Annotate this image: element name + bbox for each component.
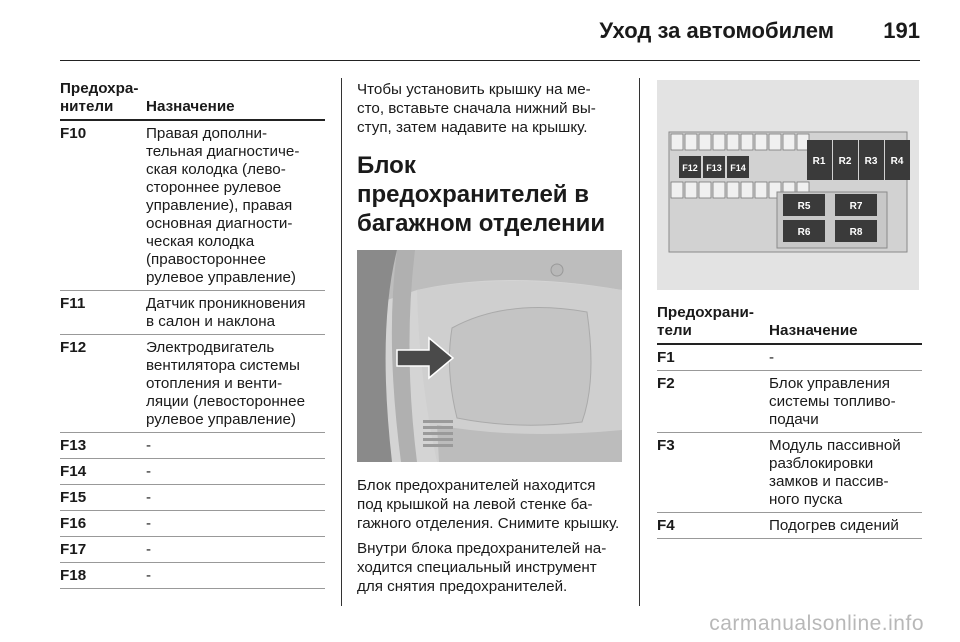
fuse-purpose: - xyxy=(146,537,325,563)
fuse-id: F17 xyxy=(60,537,146,563)
page-header xyxy=(60,14,920,54)
fuse-id: F4 xyxy=(657,513,769,539)
page-number: 191 xyxy=(883,18,920,43)
section-title: Уход за автомобилем xyxy=(599,18,834,43)
fuse-id: F11 xyxy=(60,291,146,335)
fuse-id: F1 xyxy=(657,344,769,371)
table-row xyxy=(60,335,325,433)
fuse-purpose: - xyxy=(146,485,325,511)
fuse-id: F18 xyxy=(60,563,146,589)
trunk-photo xyxy=(357,250,622,462)
fuse-id: F16 xyxy=(60,511,146,537)
relay-label-r2: R2 xyxy=(838,156,852,167)
fuse-label-f12: F12 xyxy=(682,163,698,173)
fuse-purpose: Подогрев сидений xyxy=(769,513,922,539)
table-header-row xyxy=(60,80,325,120)
col-header-purpose: Назначение xyxy=(146,80,325,120)
fuse-purpose: - xyxy=(146,459,325,485)
relay-label-r4: R4 xyxy=(890,156,904,167)
table-row xyxy=(657,433,922,513)
fuse-id: F13 xyxy=(60,433,146,459)
section-heading: Блок предохранителей в багажном отделении xyxy=(357,152,606,237)
fuse-purpose: - xyxy=(146,563,325,589)
relay-label-r1: R1 xyxy=(812,156,826,167)
fuse-label-f14: F14 xyxy=(730,163,746,173)
fuse-table-right xyxy=(657,304,922,539)
table-row xyxy=(60,433,325,459)
table-row xyxy=(657,513,922,539)
fuse-label-f13: F13 xyxy=(706,163,722,173)
table-row xyxy=(60,511,325,537)
column-divider-1 xyxy=(341,78,342,606)
fuse-purpose: Блок управления системы топливо- подачи xyxy=(769,371,922,433)
fuse-purpose: Датчик проникновения в салон и наклона xyxy=(146,291,325,335)
col-header-purpose: Назначение xyxy=(769,304,922,344)
left-column xyxy=(60,80,325,589)
fuse-id: F2 xyxy=(657,371,769,433)
site-watermark: carmanualsonline.info xyxy=(709,612,924,635)
table-row xyxy=(60,563,325,589)
relay-label-r8: R8 xyxy=(849,227,863,238)
fuse-id: F15 xyxy=(60,485,146,511)
install-cover-text: Чтобы установить крышку на ме- сто, вставьте сначала нижний вы- ступ, затем надавите на крышку. xyxy=(357,81,596,136)
fuse-purpose: - xyxy=(146,511,325,537)
column-divider-2 xyxy=(639,78,640,606)
fuse-id: F14 xyxy=(60,459,146,485)
table-row xyxy=(60,291,325,335)
fuse-purpose: - xyxy=(769,344,922,371)
fuse-box-diagram xyxy=(657,80,919,290)
trunk-photo-image xyxy=(357,250,622,462)
fuse-id: F10 xyxy=(60,120,146,291)
fuse-purpose: Правая дополни- тельная диагностиче- ская колодка (лево- стороннее рулевое управление), правая основная диагности- ческая колодка (правостороннее рулевое управление) xyxy=(146,120,325,291)
table-row xyxy=(657,371,922,433)
fuse-box-location-text: Блок предохранителей находится под крышкой на левой стенке ба- гажного отделения. Снимите крышку. xyxy=(357,477,620,532)
fuse-id: F12 xyxy=(60,335,146,433)
table-row xyxy=(60,459,325,485)
relay-label-r6: R6 xyxy=(797,227,811,238)
table-row xyxy=(657,344,922,371)
table-row xyxy=(60,537,325,563)
table-row xyxy=(60,120,325,291)
header-rule xyxy=(60,60,920,61)
table-header-row xyxy=(657,304,922,344)
relay-label-r7: R7 xyxy=(849,201,863,212)
relay-label-r5: R5 xyxy=(797,201,811,212)
table-row xyxy=(60,485,325,511)
relay-label-r3: R3 xyxy=(864,156,878,167)
col-header-fuse: Предохра- нители xyxy=(60,80,146,120)
col-header-fuse: Предохрани- тели xyxy=(657,304,769,344)
fuse-id: F3 xyxy=(657,433,769,513)
right-column xyxy=(657,80,922,539)
fuse-table-left xyxy=(60,80,325,589)
middle-column xyxy=(357,80,622,602)
fuse-box-diagram-image xyxy=(657,80,919,290)
fuse-purpose: - xyxy=(146,433,325,459)
fuse-purpose: Электродвигатель вентилятора системы отопления и венти- ляции (левостороннее рулевое управление) xyxy=(146,335,325,433)
fuse-purpose: Модуль пассивной разблокировки замков и пассив- ного пуска xyxy=(769,433,922,513)
fuse-tool-text: Внутри блока предохранителей на- ходится специальный инструмент для снятия предохранителей. xyxy=(357,540,607,595)
